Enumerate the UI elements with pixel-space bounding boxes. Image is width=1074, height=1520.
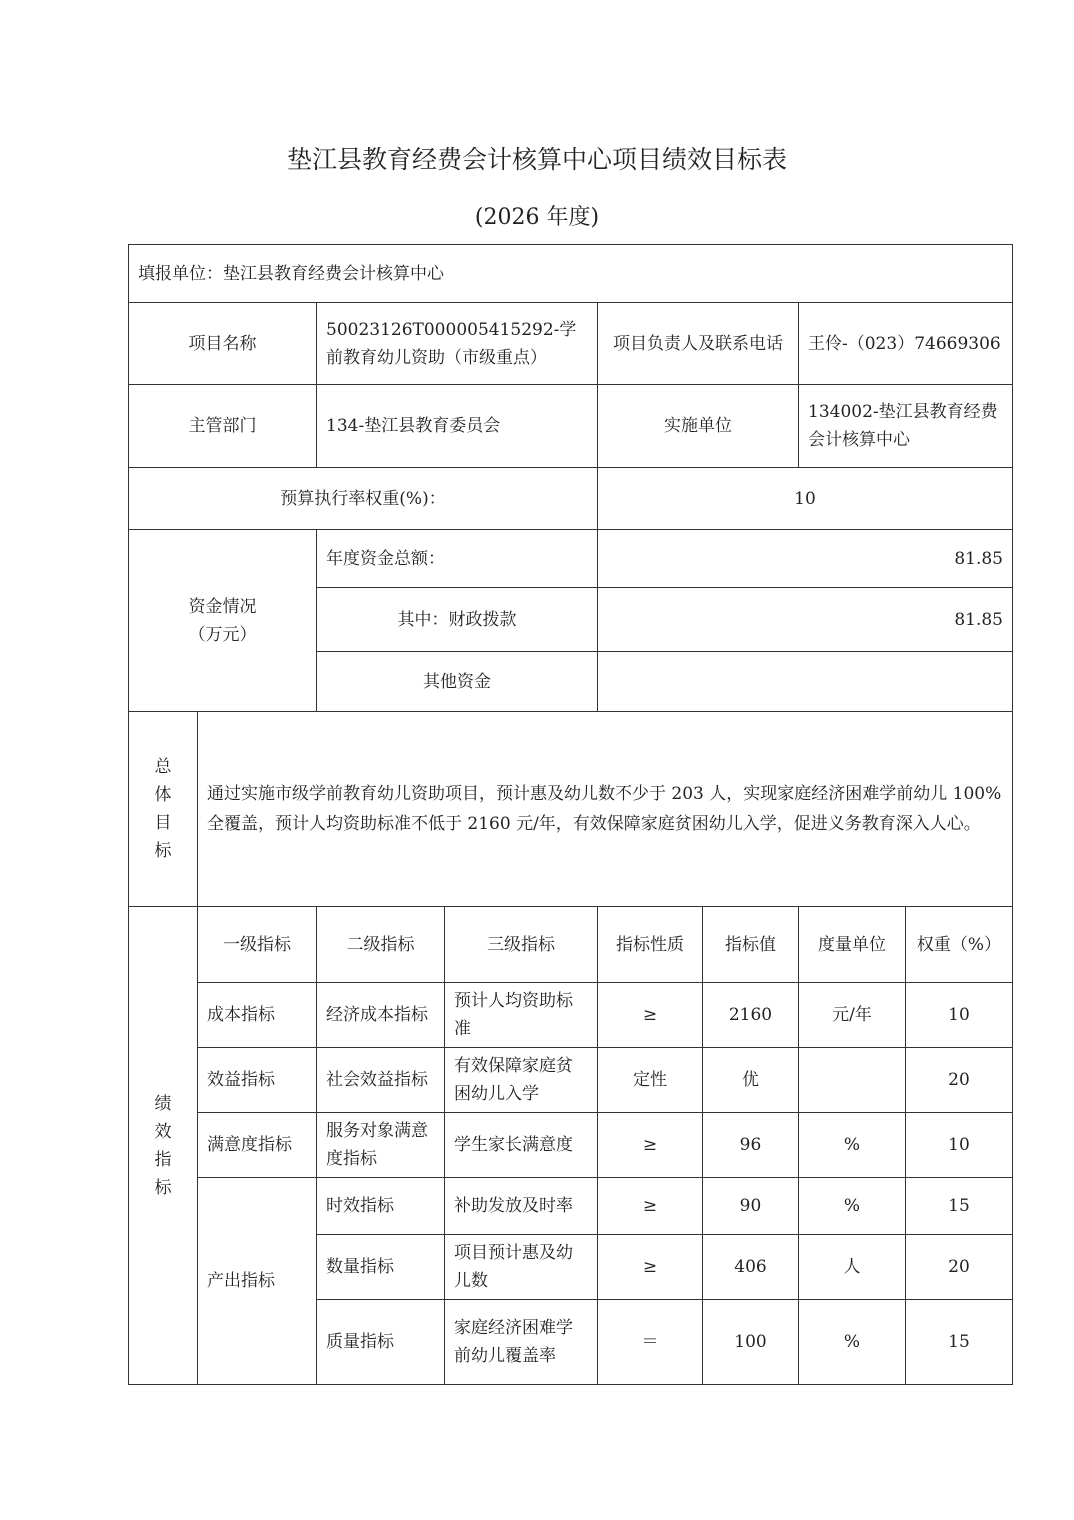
impl-value: 134002-垫江县教育经费会计核算中心 — [799, 385, 1013, 468]
project-name-label: 项目名称 — [129, 303, 317, 385]
page-title: 垫江县教育经费会计核算中心项目绩效目标表 — [286, 145, 787, 174]
project-name-value: 50023126T000005415292-学前教育幼儿资助（市级重点） — [317, 303, 598, 385]
header-level1: 一级指标 — [198, 907, 317, 983]
table-row: 成本指标 经济成本指标 预计人均资助标准 ≥ 2160 元/年 10 — [129, 983, 1013, 1048]
contact-label: 项目负责人及联系电话 — [598, 303, 799, 385]
performance-indicator-label: 绩 效 指 标 — [129, 907, 198, 1385]
funds-other-label: 其他资金 — [317, 652, 598, 712]
reporting-unit: 填报单位：垫江县教育经费会计核算中心 — [129, 245, 1013, 303]
header-nature: 指标性质 — [598, 907, 703, 983]
table-row: 满意度指标 服务对象满意度指标 学生家长满意度 ≥ 96 % 10 — [129, 1113, 1013, 1178]
header-weight: 权重（%） — [906, 907, 1013, 983]
overall-goal-text: 通过实施市级学前教育幼儿资助项目，预计惠及幼儿数不少于 203 人，实现家庭经济困难学前幼儿 100%全覆盖，预计人均资助标准不低于 2160 元/年，有效保障家庭贫困幼儿入学，促进义务教育深入人心。 — [198, 712, 1013, 907]
page-subtitle: (2026 年度) — [474, 205, 600, 230]
contact-value: 王伶-（023）74669306 — [799, 303, 1013, 385]
impl-label: 实施单位 — [598, 385, 799, 468]
table-row: 质量指标 家庭经济困难学前幼儿覆盖率 ＝ 100 % 15 — [129, 1300, 1013, 1385]
performance-form-table — [128, 244, 1013, 1385]
dept-value: 134-垫江县教育委员会 — [317, 385, 598, 468]
budget-weight-label: 预算执行率权重(%)： — [129, 468, 598, 530]
header-value: 指标值 — [703, 907, 799, 983]
funds-fiscal-value: 81.85 — [598, 588, 1013, 652]
table-row: 效益指标 社会效益指标 有效保障家庭贫困幼儿入学 定性 优 20 — [129, 1048, 1013, 1113]
budget-weight-value: 10 — [598, 468, 1013, 530]
funds-total-value: 81.85 — [598, 530, 1013, 588]
funds-other-value — [598, 652, 1013, 712]
table-row: 产出指标 时效指标 补助发放及时率 ≥ 90 % 15 — [129, 1178, 1013, 1235]
header-level2: 二级指标 — [317, 907, 445, 983]
header-level3: 三级指标 — [445, 907, 598, 983]
table-row: 数量指标 项目预计惠及幼儿数 ≥ 406 人 20 — [129, 1235, 1013, 1300]
funds-fiscal-label: 其中：财政拨款 — [317, 588, 598, 652]
overall-goal-label: 总 体 目 标 — [129, 712, 198, 907]
funds-total-label: 年度资金总额： — [317, 530, 598, 588]
funds-label — [129, 530, 317, 712]
header-unit: 度量单位 — [799, 907, 906, 983]
dept-label: 主管部门 — [129, 385, 317, 468]
funds-label-line2: （万元） — [188, 624, 257, 645]
funds-label-line1: 资金情况 — [188, 596, 257, 617]
